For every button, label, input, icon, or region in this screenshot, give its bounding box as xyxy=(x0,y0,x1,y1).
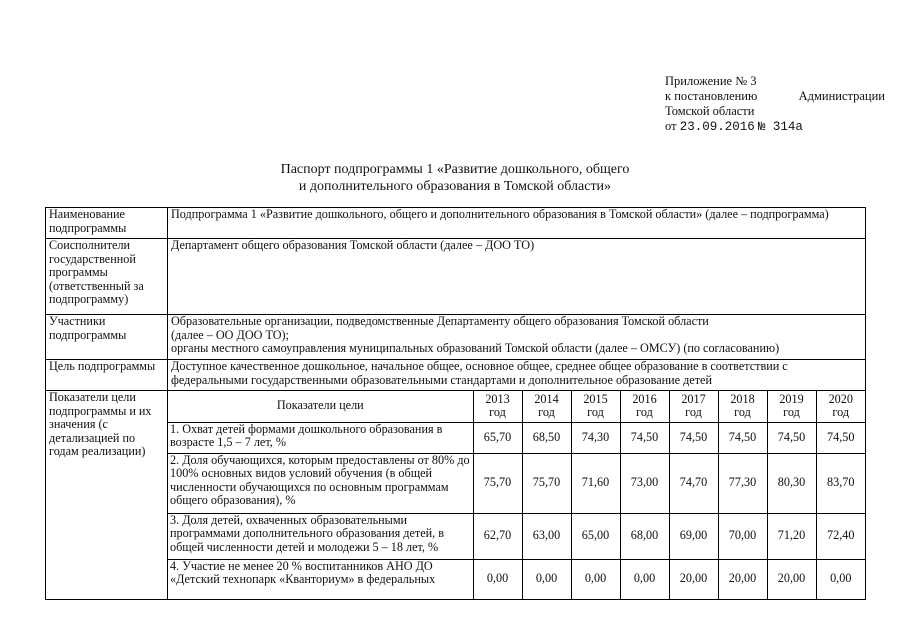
row-value: Подпрограмма 1 «Развитие дошкольного, общего и дополнительного образования в Томской области» (далее – подпрограмма) xyxy=(168,208,866,239)
appendix-title: Приложение № 3 xyxy=(665,74,757,88)
indicator-value: 65,00 xyxy=(571,513,620,559)
table-row xyxy=(46,239,866,315)
table-row xyxy=(46,391,866,600)
indicator-value: 75,70 xyxy=(473,453,522,513)
appendix-administration: Администрации xyxy=(798,89,885,103)
passport-title xyxy=(200,161,710,195)
row-value: Департамент общего образования Томской области (далее – ДОО ТО) xyxy=(168,239,866,315)
row-label: Участники подпрограммы xyxy=(46,315,168,360)
row-label: Показатели цели подпрограммы и их значения (с детализацией по годам реализации) xyxy=(46,391,168,600)
indicator-value: 70,00 xyxy=(718,513,767,559)
indicator-value: 20,00 xyxy=(669,559,718,599)
appendix-number: № 314а xyxy=(757,120,803,134)
row-value: Доступное качественное дошкольное, начальное общее, основное общее, среднее общее образование в соответствии с федеральными государственными образовательными стандартами и дополнительное образование детей xyxy=(168,360,866,391)
appendix-decree-line xyxy=(665,89,885,104)
indicator-value: 74,50 xyxy=(669,422,718,453)
indicators-header: Показатели цели xyxy=(168,391,473,422)
row-value-line: органы местного самоуправления муниципальных образований Томской области (далее – ОМСУ) (по согласованию) xyxy=(171,341,780,356)
table-row xyxy=(46,208,866,239)
indicator-value: 77,30 xyxy=(718,453,767,513)
appendix-date: 23.09.2016 xyxy=(679,120,755,134)
indicator-value: 74,30 xyxy=(571,422,620,453)
indicator-row xyxy=(168,422,865,453)
row-value-line: Образовательные организации, подведомственные Департаменту общего образования Томской области xyxy=(171,314,709,328)
indicator-name: 3. Доля детей, охваченных образовательными программами дополнительного образования детей, в общей численности детей и молодежи 5 – 18 лет, % xyxy=(168,513,473,559)
indicator-value: 73,00 xyxy=(620,453,669,513)
indicator-value: 74,50 xyxy=(816,422,865,453)
indicator-value: 75,70 xyxy=(522,453,571,513)
indicators-cell xyxy=(168,391,866,600)
year-header: 2018 год xyxy=(718,391,767,422)
indicator-value: 65,70 xyxy=(473,422,522,453)
indicators-header-row xyxy=(168,391,865,422)
appendix-date-prefix: от xyxy=(665,119,677,133)
appendix-block xyxy=(665,74,885,135)
row-label: Соисполнители государственной программы (ответственный за подпрограмму) xyxy=(46,239,168,315)
indicator-value: 80,30 xyxy=(767,453,816,513)
year-header: 2013 год xyxy=(473,391,522,422)
indicator-value: 71,20 xyxy=(767,513,816,559)
indicator-value: 74,50 xyxy=(718,422,767,453)
year-header: 2015 год xyxy=(571,391,620,422)
year-header: 2016 год xyxy=(620,391,669,422)
indicator-value: 20,00 xyxy=(767,559,816,599)
indicator-value: 0,00 xyxy=(816,559,865,599)
indicator-value: 74,50 xyxy=(767,422,816,453)
indicator-name: 1. Охват детей формами дошкольного образования в возрасте 1,5 – 7 лет, % xyxy=(168,422,473,453)
appendix-region: Томской области xyxy=(665,104,755,118)
indicator-value: 62,70 xyxy=(473,513,522,559)
year-header: 2014 год xyxy=(522,391,571,422)
indicator-value: 68,50 xyxy=(522,422,571,453)
indicator-value: 74,70 xyxy=(669,453,718,513)
table-row xyxy=(46,315,866,360)
indicator-value: 0,00 xyxy=(522,559,571,599)
passport-title-line1: Паспорт подпрограммы 1 «Развитие дошкольного, общего xyxy=(280,162,630,177)
year-header: 2019 год xyxy=(767,391,816,422)
row-label: Наименование подпрограммы xyxy=(46,208,168,239)
row-label: Цель подпрограммы xyxy=(46,360,168,391)
indicator-row xyxy=(168,559,865,599)
indicator-value: 0,00 xyxy=(571,559,620,599)
indicator-row xyxy=(168,453,865,513)
indicator-value: 69,00 xyxy=(669,513,718,559)
indicator-value: 68,00 xyxy=(620,513,669,559)
indicator-row xyxy=(168,513,865,559)
year-header: 2017 год xyxy=(669,391,718,422)
year-header: 2020 год xyxy=(816,391,865,422)
passport-title-line2: и дополнительного образования в Томской области» xyxy=(298,179,612,194)
indicator-value: 71,60 xyxy=(571,453,620,513)
indicator-value: 72,40 xyxy=(816,513,865,559)
indicator-value: 63,00 xyxy=(522,513,571,559)
indicator-value: 0,00 xyxy=(620,559,669,599)
indicator-value: 20,00 xyxy=(718,559,767,599)
row-value xyxy=(168,315,866,360)
indicator-value: 74,50 xyxy=(620,422,669,453)
indicator-name: 4. Участие не менее 20 % воспитанников АНО ДО «Детский технопарк «Кванториум» в федеральных xyxy=(168,559,473,599)
row-value-line: (далее – ОО ДОО ТО); xyxy=(171,327,290,342)
appendix-date-line xyxy=(665,119,885,135)
table-row xyxy=(46,360,866,391)
indicators-table xyxy=(168,391,865,599)
indicator-name: 2. Доля обучающихся, которым предоставлены от 80% до 100% основных видов условий обучения (в общей численности обучающихся по основным программам общего образования), % xyxy=(168,453,473,513)
indicator-value: 83,70 xyxy=(816,453,865,513)
appendix-decree-to: к постановлению xyxy=(665,89,758,103)
passport-table xyxy=(45,207,866,600)
indicator-value: 0,00 xyxy=(473,559,522,599)
